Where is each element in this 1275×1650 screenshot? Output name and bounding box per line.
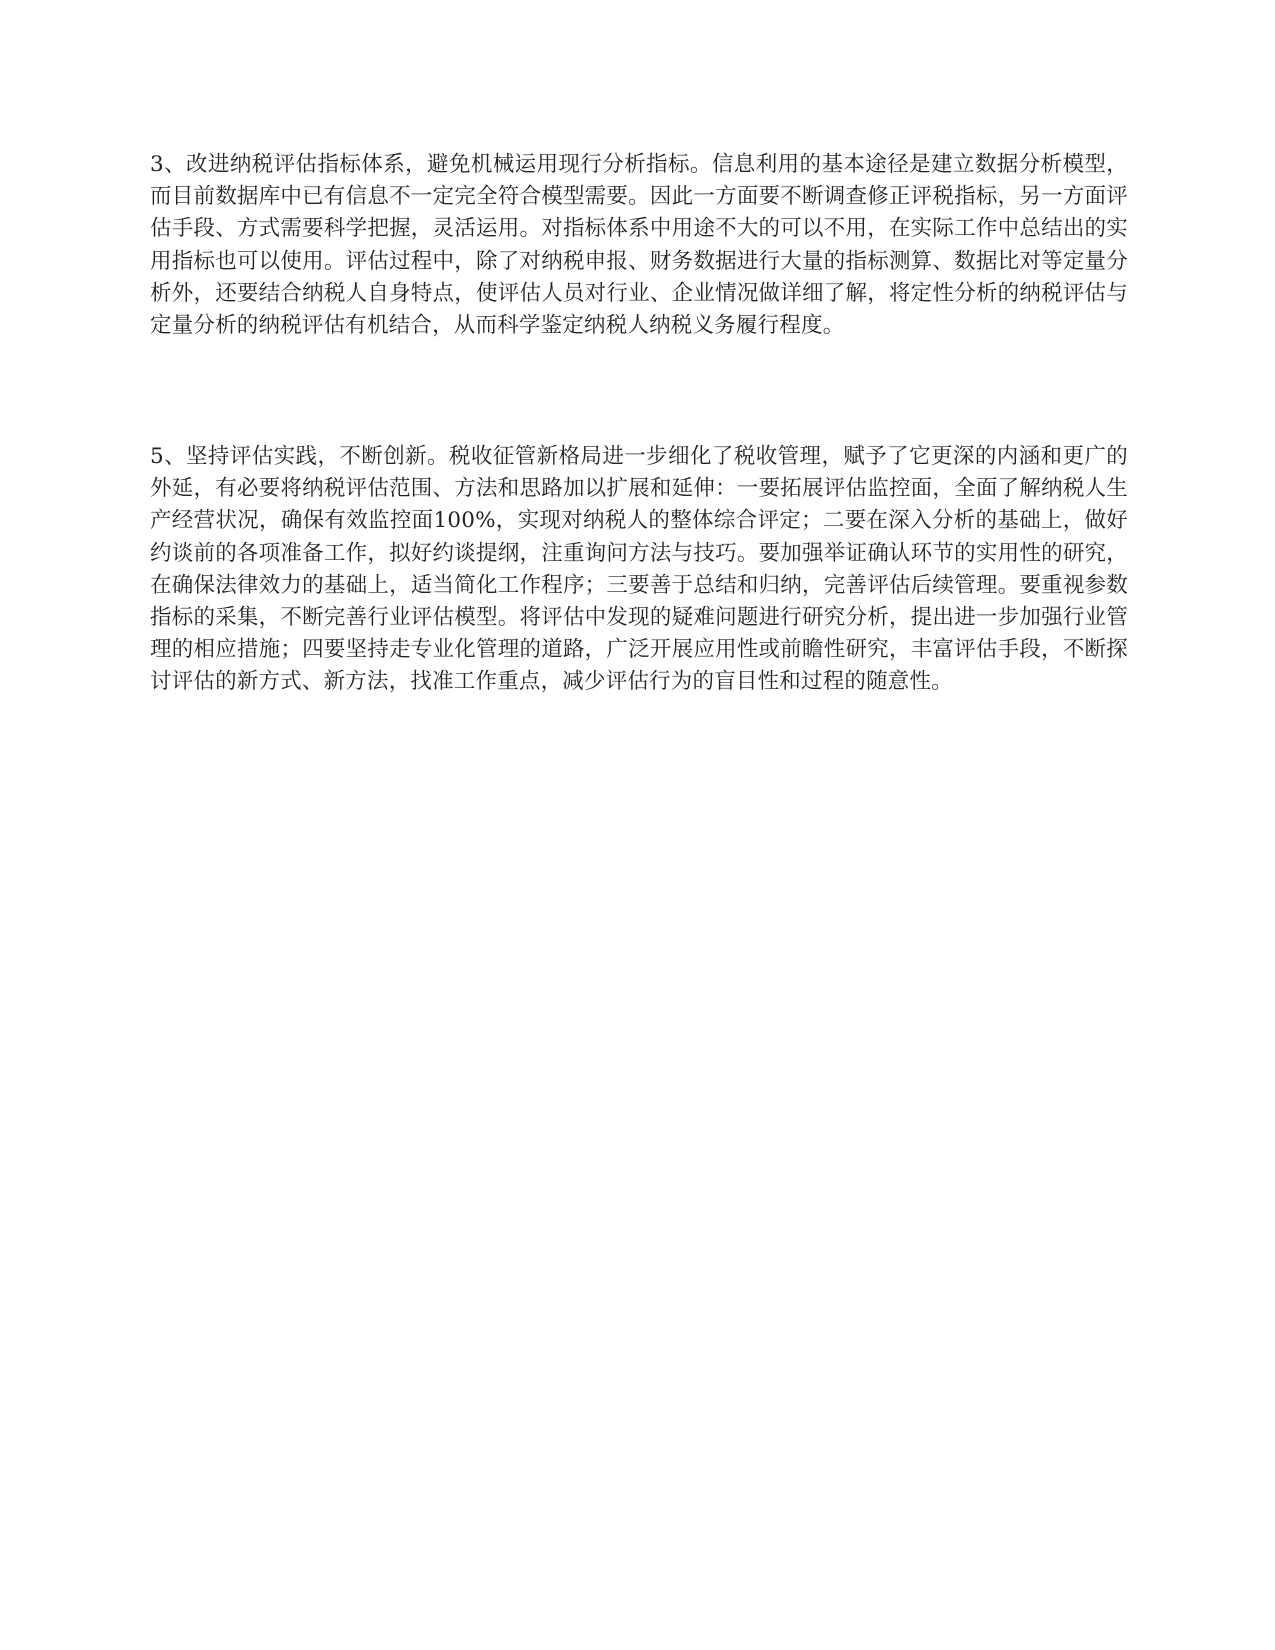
paragraph-item-5: 5、坚持评估实践，不断创新。税收征管新格局进一步细化了税收管理，赋予了它更深的内涵和更广的外延，有必要将纳税评估范围、方法和思路加以扩展和延伸：一要拓展评估监控面，全面了解纳税人生产经营状况，确保有效监控面100%，实现对纳税人的整体综合评定；二要在深入分析的基础上，做好约谈前的各项准备工作，拟好约谈提纲，注重询问方法与技巧。要加强举证确认环节的实用性的研究，在确保法律效力的基础上，适当简化工作程序；三要善于总结和归纳，完善评估后续管理。要重视参数指标的采集，不断完善行业评估模型。将评估中发现的疑难问题进行研究分析，提出进一步加强行业管理的相应措施；四要坚持走专业化管理的道路，广泛开展应用性或前瞻性研究，丰富评估手段，不断探讨评估的新方式、新方法，找准工作重点，减少评估行为的盲目性和过程的随意性。 [150,444,1128,695]
paragraph-item-3: 3、改进纳税评估指标体系，避免机械运用现行分析指标。信息利用的基本途径是建立数据分析模型，而目前数据库中已有信息不一定完全符合模型需要。因此一方面要不断调查修正评税指标，另一方面评估手段、方式需要科学把握，灵活运用。对指标体系中用途不大的可以不用，在实际工作中总结出的实用指标也可以使用。评估过程中，除了对纳税申报、财务数据进行大量的指标测算、数据比对等定量分析外，还要结合纳税人自身特点，使评估人员对行业、企业情况做详细了解，将定性分析的纳税评估与定量分析的纳税评估有机结合，从而科学鉴定纳税人纳税义务履行程度。 [150,152,1128,339]
